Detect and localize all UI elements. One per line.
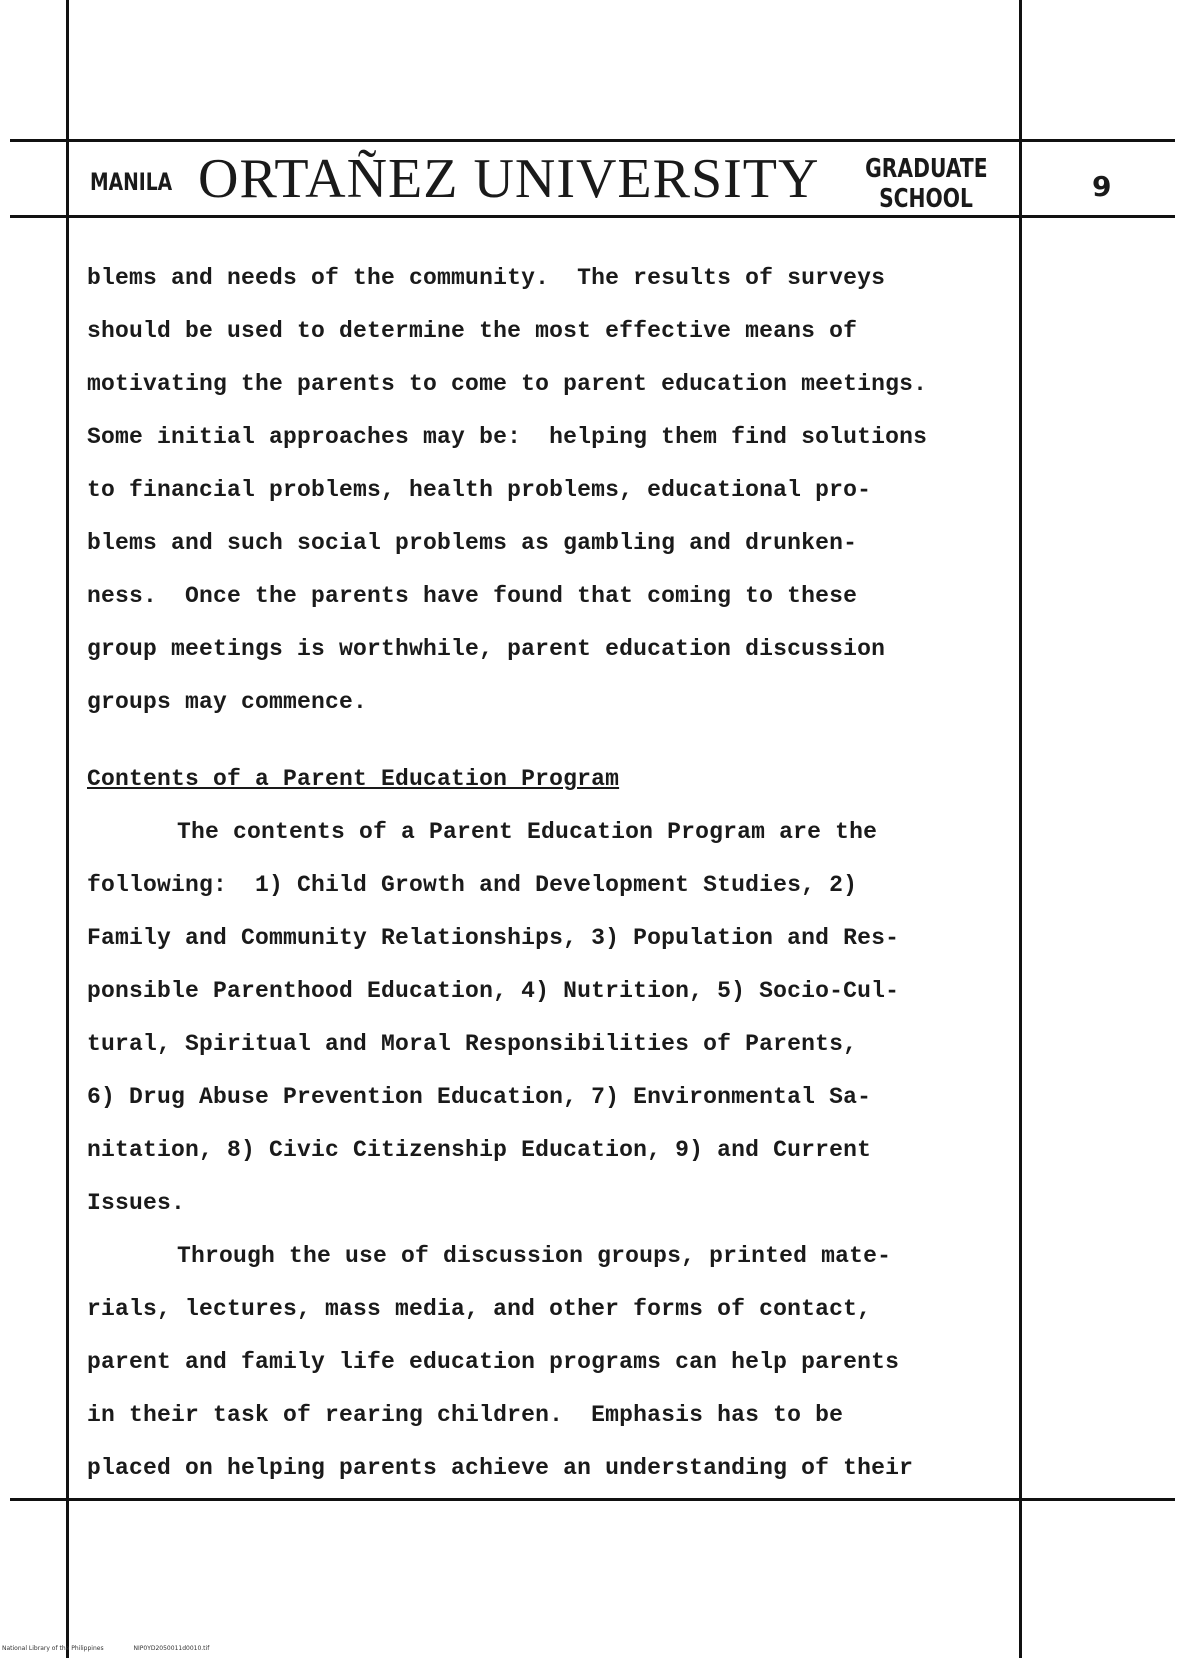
text-line: nitation, 8) Civic Citizenship Education, 9) and Current bbox=[87, 1137, 872, 1163]
header-top-rule bbox=[10, 139, 1175, 142]
scan-footer bbox=[2, 1645, 237, 1652]
text-line: groups may commence. bbox=[87, 689, 368, 715]
paragraph-1 bbox=[87, 252, 1047, 729]
text-line: The contents of a Parent Education Program are the bbox=[177, 819, 878, 845]
text-line: following: 1) Child Growth and Development Studies, 2) bbox=[87, 872, 858, 898]
text-line: tural, Spiritual and Moral Responsibilities of Parents, bbox=[87, 1031, 858, 1057]
letterhead-school-line1: GRADUATE bbox=[865, 154, 988, 184]
text-line: parent and family life education programs can help parents bbox=[87, 1349, 900, 1375]
text-line: Through the use of discussion groups, printed mate- bbox=[177, 1243, 892, 1269]
text-line: Some initial approaches may be: helping them find solutions bbox=[87, 424, 928, 450]
paragraph-2 bbox=[87, 806, 1047, 1230]
scan-file-id: NIP0YD2050011d0010.tif bbox=[133, 1645, 210, 1652]
text-line: should be used to determine the most effective means of bbox=[87, 318, 858, 344]
typed-body-text bbox=[87, 252, 1047, 1495]
text-line: blems and needs of the community. The results of surveys bbox=[87, 265, 886, 291]
letterhead-university-name: ORTAÑEZ UNIVERSITY bbox=[198, 148, 820, 210]
footer-rule bbox=[10, 1498, 1175, 1501]
library-credit: National Library of the Philippines bbox=[2, 1645, 104, 1652]
letterhead-school bbox=[865, 154, 987, 214]
text-line: ponsible Parenthood Education, 4) Nutrition, 5) Socio-Cul- bbox=[87, 978, 900, 1004]
text-line: group meetings is worthwhile, parent education discussion bbox=[87, 636, 886, 662]
left-margin-rule bbox=[66, 0, 69, 1658]
text-line: rials, lectures, mass media, and other forms of contact, bbox=[87, 1296, 872, 1322]
text-line: blems and such social problems as gambling and drunken- bbox=[87, 530, 858, 556]
text-line: to financial problems, health problems, educational pro- bbox=[87, 477, 872, 503]
letterhead-school-line2: SCHOOL bbox=[879, 184, 973, 214]
text-line: in their task of rearing children. Emphasis has to be bbox=[87, 1402, 844, 1428]
text-line: Family and Community Relationships, 3) Population and Res- bbox=[87, 925, 900, 951]
page-number: 9 bbox=[1092, 170, 1112, 203]
text-line: ness. Once the parents have found that coming to these bbox=[87, 583, 858, 609]
header-bottom-rule bbox=[10, 215, 1175, 218]
text-line: Issues. bbox=[87, 1190, 186, 1216]
section-heading: Contents of a Parent Education Program bbox=[87, 766, 620, 792]
text-line: placed on helping parents achieve an understanding of their bbox=[87, 1455, 914, 1481]
paragraph-3 bbox=[87, 1230, 1047, 1495]
text-line: 6) Drug Abuse Prevention Education, 7) Environmental Sa- bbox=[87, 1084, 872, 1110]
text-line: motivating the parents to come to parent education meetings. bbox=[87, 371, 928, 397]
letterhead-city: MANILA bbox=[90, 168, 173, 196]
